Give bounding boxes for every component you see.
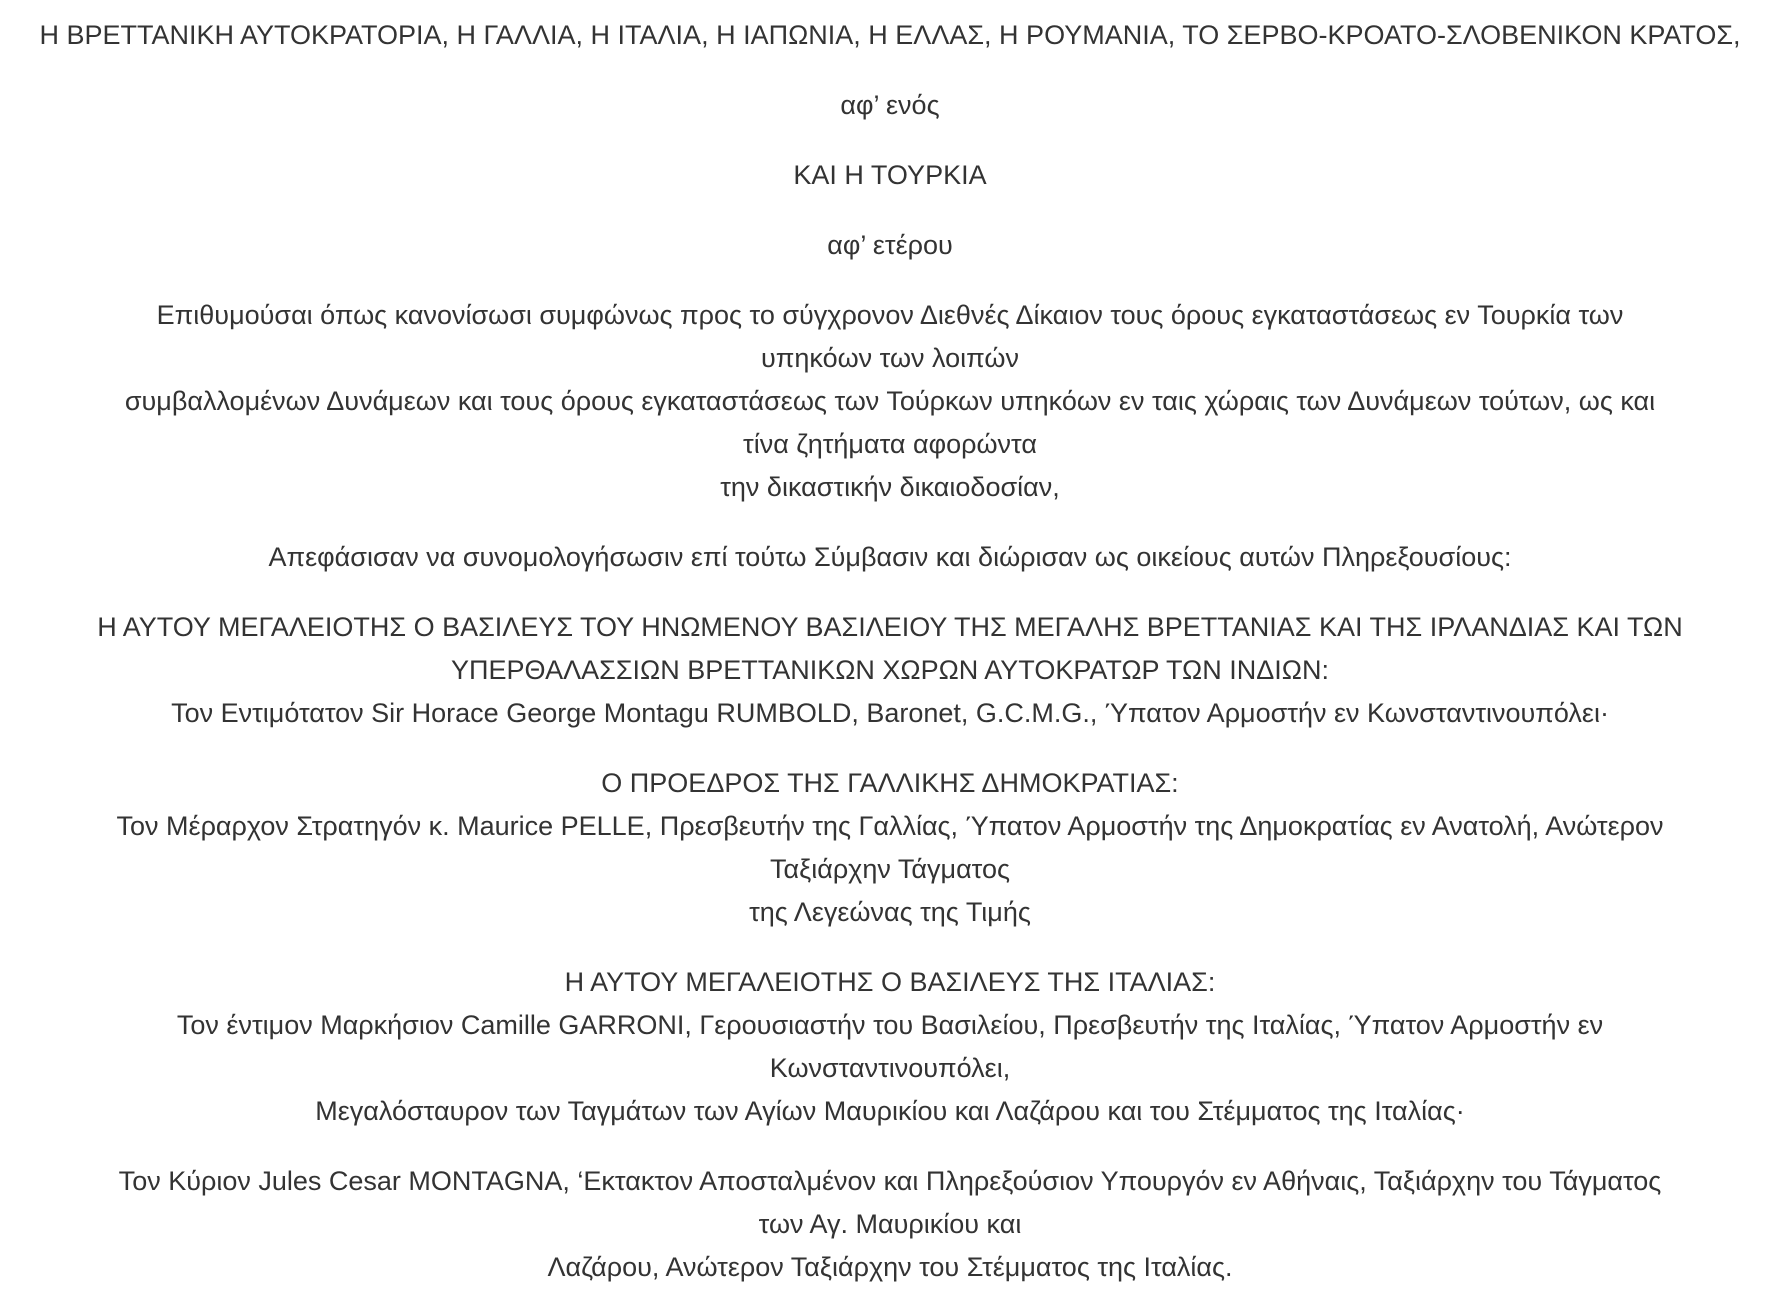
montagna-line-3: Λαζάρου, Ανώτερον Ταξιάρχην του Στέμματος της Ιταλίας. [547,1252,1233,1282]
france-line-1: Ο ΠΡΟΕΔΡΟΣ ΤΗΣ ΓΑΛΛΙΚΗΣ ΔΗΜΟΚΡΑΤΙΑΣ: [601,768,1179,798]
france-plenipotentiary [20,762,1760,934]
of-other-part: αφ’ ετέρου [827,230,953,260]
preamble-line-1: Επιθυμούσαι όπως κανονίσωσι συμφώνως προς το σύγχρονον Διεθνές Δίκαιον τους όρους εγκαταστάσεως εν Τουρκία των [156,300,1624,330]
of-one-part: αφ’ ενός [840,90,940,120]
france-line-2: Τον Μέραρχον Στρατηγόν κ. Maurice PELLE, Πρεσβευτήν της Γαλλίας, Ύπατον Αρμοστήν της Δημοκρατίας εν Ανατολή, Ανώτερον [116,811,1664,841]
italy-line-1: Η ΑΥΤΟΥ ΜΕΓΑΛΕΙΟΤΗΣ Ο ΒΑΣΙΛΕΥΣ ΤΗΣ ΙΤΑΛΙΑΣ: [564,967,1216,997]
italy-line-2: Τον έντιμον Μαρκήσιον Camille GARRONI, Γερουσιαστήν του Βασιλείου, Πρεσβευτήν της Ιταλίας, Ύπατον Αρμοστήν εν [176,1010,1604,1040]
preamble-paragraph [20,294,1760,509]
italy-plenipotentiary [20,961,1760,1133]
parties-paragraph [20,14,1760,57]
italy-line-3: Κωνσταντινουπόλει, [769,1053,1011,1083]
parties-line: Η ΒΡΕΤΤΑΝΙΚΗ ΑΥΤΟΚΡΑΤΟΡΙΑ, Η ΓΑΛΛΙΑ, Η ΙΤΑΛΙΑ, Η ΙΑΠΩΝΙΑ, Η ΕΛΛΑΣ, Η ΡΟΥΜΑΝΙΑ, ΤΟ ΣΕΡΒΟ-ΚΡΟΑΤΟ-ΣΛΟΒΕΝΙΚΟΝ ΚΡΑΤΟΣ, [39,20,1741,50]
of-one-part-paragraph [20,84,1760,127]
france-line-3: Ταξιάρχην Τάγματος [769,854,1010,884]
france-line-4: της Λεγεώνας της Τιμής [749,897,1031,927]
britain-line-2: ΥΠΕΡΘΑΛΑΣΣΙΩΝ ΒΡΕΤΤΑΝΙΚΩΝ ΧΩΡΩΝ ΑΥΤΟΚΡΑΤΩΡ ΤΩΝ ΙΝΔΙΩΝ: [451,655,1329,685]
of-other-part-paragraph [20,224,1760,267]
resolved-paragraph [20,536,1760,579]
preamble-line-3: συμβαλλομένων Δυνάμεων και τους όρους εγκαταστάσεως των Τούρκων υπηκόων εν ταις χώραις των Δυνάμεων τούτων, ως και [124,386,1656,416]
resolved-line: Απεφάσισαν να συνομολογήσωσιν επί τούτω Σύμβασιν και διώρισαν ως οικείους αυτών Πληρεξουσίους: [268,542,1512,572]
montagna-line-1: Τον Κύριον Jules Cesar MONTAGNA, ‘Εκτακτον Αποσταλμένον και Πληρεξούσιον Υπουργόν εν Αθήναις, Ταξιάρχην του Τάγματος [118,1166,1662,1196]
britain-plenipotentiary [20,606,1760,735]
and-turkey: ΚΑΙ Η ΤΟΥΡΚΙΑ [793,160,987,190]
preamble-line-2: υπηκόων των λοιπών [761,343,1019,373]
treaty-text [20,14,1760,1316]
montagna-plenipotentiary [20,1160,1760,1289]
preamble-line-5: την δικαστικήν δικαιοδοσίαν, [720,472,1060,502]
and-turkey-paragraph [20,154,1760,197]
italy-line-4: Μεγαλόσταυρον των Ταγμάτων των Αγίων Μαυρικίου και Λαζάρου και του Στέμματος της Ιταλίας· [315,1096,1465,1126]
preamble-line-4: τίνα ζητήματα αφορώντα [743,429,1037,459]
britain-line-1: Η ΑΥΤΟΥ ΜΕΓΑΛΕΙΟΤΗΣ Ο ΒΑΣΙΛΕΥΣ ΤΟΥ ΗΝΩΜΕΝΟΥ ΒΑΣΙΛΕΙΟΥ ΤΗΣ ΜΕΓΑΛΗΣ ΒΡΕΤΤΑΝΙΑΣ ΚΑΙ ΤΗΣ ΙΡΛΑΝΔΙΑΣ ΚΑΙ ΤΩΝ [97,612,1683,642]
montagna-line-2: των Αγ. Μαυρικίου και [758,1209,1022,1239]
britain-line-3: Τον Εντιμότατον Sir Horace George Montagu RUMBOLD, Baronet, G.C.M.G., Ύπατον Αρμοστήν εν Κωνσταντινουπόλει· [171,698,1609,728]
